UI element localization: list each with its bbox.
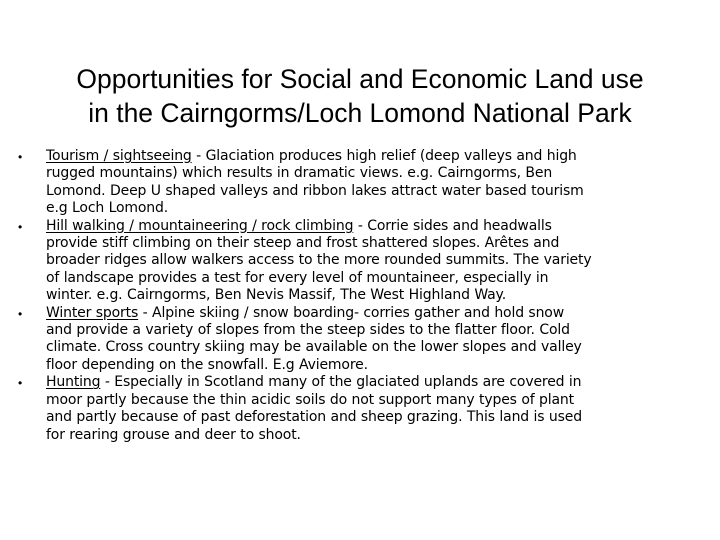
- bullet-text: - Alpine skiing / snow boarding- corries gather and hold snow: [138, 304, 565, 321]
- bullet-tourism: [18, 148, 698, 218]
- bullet-line: provide stiff climbing on their steep and frost shattered slopes. Arêtes and: [46, 235, 560, 252]
- bullet-dot-icon: •: [18, 219, 23, 234]
- bullet-dot-icon: •: [18, 306, 23, 321]
- bullet-line: for rearing grouse and deer to shoot.: [46, 426, 301, 443]
- bullet-dot-icon: •: [18, 150, 23, 164]
- bullet-line: Lomond. Deep U shaped valleys and ribbon lakes attract water based tourism: [46, 182, 584, 199]
- bullet-line: e.g Loch Lomond.: [46, 200, 169, 217]
- slide-title-line-2: in the Cairngorms/Loch Lomond National Park: [88, 98, 632, 128]
- bullet-term: Hunting: [46, 374, 101, 391]
- bullet-line: [46, 305, 698, 322]
- bullet-line: moor partly because the thin acidic soils do not support many types of plant: [46, 391, 574, 408]
- bullet-line: winter. e.g. Cairngorms, Ben Nevis Massif, The West Highland Way.: [46, 287, 506, 304]
- bullet-text: - Especially in Scotland many of the glaciated uplands are covered in: [100, 374, 582, 391]
- bullet-line: and provide a variety of slopes from the steep sides to the flatter floor. Cold: [46, 322, 570, 339]
- bullet-line: [46, 218, 698, 235]
- bullet-line: floor depending on the snowfall. E.g Aviemore.: [46, 356, 368, 373]
- bullet-term: Hill walking / mountaineering / rock climbing: [46, 217, 354, 234]
- bullet-hill-walking: [18, 218, 698, 305]
- bullet-dot-icon: •: [18, 376, 23, 391]
- bullet-text: - Glaciation produces high relief (deep valleys and high: [191, 148, 577, 164]
- bullet-line: rugged mountains) which results in dramatic views. e.g. Cairngorms, Ben: [46, 165, 553, 182]
- slide-title-line-1: Opportunities for Social and Economic Land use: [76, 64, 644, 94]
- bullet-line: of landscape provides a test for every level of mountaineer, especially in: [46, 269, 549, 286]
- bullet-winter-sports: [18, 305, 698, 375]
- bullet-line: broader ridges allow walkers access to the more rounded summits. The variety: [46, 252, 592, 269]
- bullet-line: [46, 374, 698, 391]
- bullet-term: Winter sports: [46, 304, 139, 321]
- bullet-line: climate. Cross country skiing may be available on the lower slopes and valley: [46, 339, 582, 356]
- slide-title: [10, 62, 710, 130]
- bullet-line: and partly because of past deforestation and sheep grazing. This land is used: [46, 409, 582, 426]
- bullet-line: [46, 148, 698, 165]
- bullet-text: - Corrie sides and headwalls: [353, 217, 552, 234]
- bullet-hunting: [18, 374, 698, 444]
- bullet-term: Tourism / sightseeing: [46, 148, 192, 164]
- bullet-list: [18, 148, 698, 444]
